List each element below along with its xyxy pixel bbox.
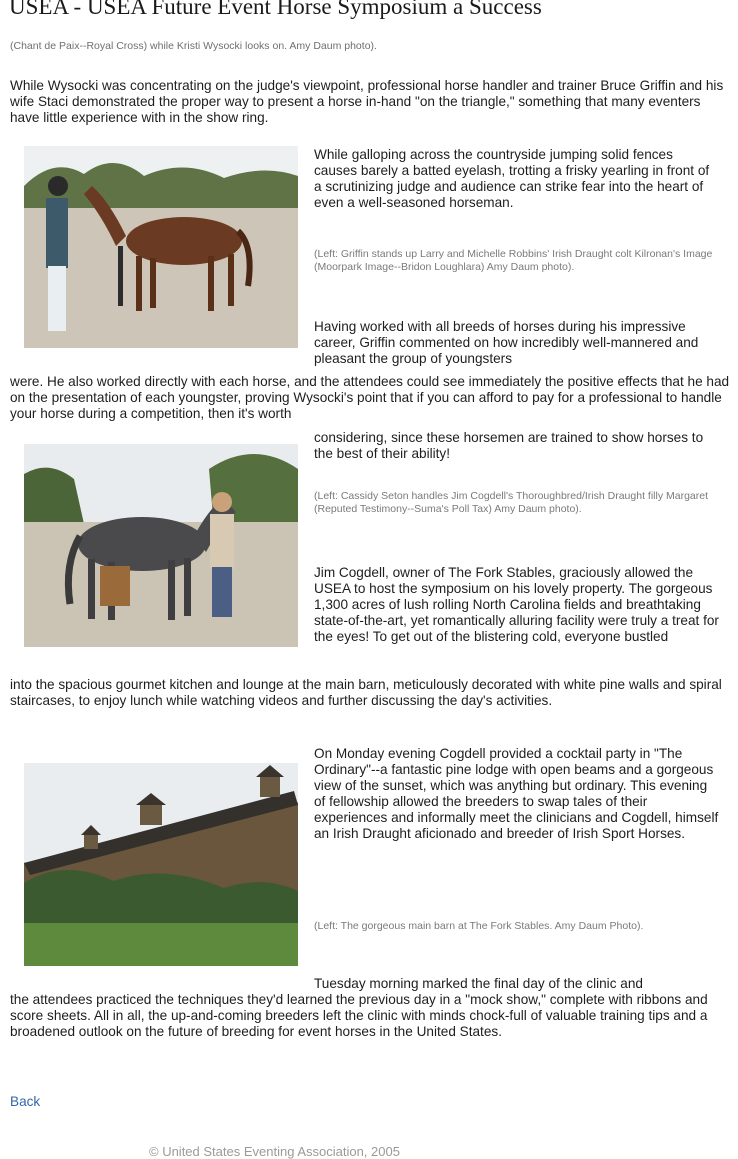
paragraph-tuesday-side: Tuesday morning marked the final day of the clinic and	[314, 976, 643, 991]
photo-caption-top: (Chant de Paix--Royal Cross) while Kristi Wysocki looks on. Amy Daum photo).	[10, 40, 377, 52]
photo-caption-barn: (Left: The gorgeous main barn at The Fork Stables. Amy Daum Photo).	[314, 920, 644, 932]
photo-caption-cassidy: (Left: Cassidy Seton handles Jim Cogdell's Thoroughbred/Irish Draught filly Margaret (Reputed Testimony--Suma's Poll Tax) Amy Daum photo).	[314, 490, 709, 515]
page-title: USEA - USEA Future Event Horse Symposium a Success	[9, 0, 542, 19]
horse-handler-photo	[24, 146, 298, 348]
footer-copyright: © United States Eventing Association, 2005	[149, 1144, 400, 1159]
back-link[interactable]: Back	[10, 1094, 41, 1109]
grey-filly-photo	[24, 444, 298, 647]
paragraph-griffin-end: considering, since these horsemen are trained to show horses to the best of their ability!	[314, 430, 704, 461]
paragraph-tuesday-full: the attendees practiced the techniques they'd learned the previous day in a "mock show," complete with ribbons and score sheets. All in all, the up-and-coming breeders left the clinic with minds chock-full of valuable training tips and a broadened outlook on the future of breeding for event horses in the United States.	[10, 992, 708, 1039]
paragraph-griffin-full: were. He also worked directly with each horse, and the attendees could see immediately the positive effects that he had on the presentation of each youngster, proving Wysocki's point that if you can afford to pay for a professional to handle your horse during a competition, then it's worth	[10, 374, 730, 421]
paragraph-monday-evening: On Monday evening Cogdell provided a cocktail party in "The Ordinary"--a fantastic pine lodge with open beams and a gorgeous view of the sunset, which was anything but ordinary. This evening of fellowship allowed the breeders to swap tales of their experiences and informally meet the clinicians and Cogdell, himself an Irish Draught aficionado and breeder of Irish Sport Horses.	[314, 746, 719, 841]
main-barn-photo	[24, 763, 298, 966]
paragraph-cogdell-full: into the spacious gourmet kitchen and lounge at the main barn, meticulously decorated with white pine walls and spiral staircases, to enjoy lunch while watching videos and further discussing the day's activities.	[10, 677, 722, 708]
photo-caption-griffin: (Left: Griffin stands up Larry and Michelle Robbins' Irish Draught colt Kilronan's Image (Moorpark Image--Bridon Loughlara) Amy Daum photo).	[314, 248, 713, 273]
paragraph-intro: While Wysocki was concentrating on the judge's viewpoint, professional horse handler and trainer Bruce Griffin and his wife Staci demonstrated the proper way to present a horse in-hand "on the triangle," something that many eventers have little experience with in the show ring.	[10, 78, 724, 125]
paragraph-cogdell-side: Jim Cogdell, owner of The Fork Stables, graciously allowed the USEA to host the symposium on his lovely property. The gorgeous 1,300 acres of lush rolling North Carolina fields and breathtaking state-of-the-art, yet romantically alluring facility were truly a treat for the eyes! To get out of the blistering cold, everyone bustled	[314, 565, 719, 644]
paragraph-griffin-side: Having worked with all breeds of horses during his impressive career, Griffin commented on how incredibly well-mannered and pleasant the group of youngsters	[314, 319, 699, 366]
paragraph-galloping: While galloping across the countryside jumping solid fences causes barely a batted eyelash, trotting a frisky yearling in front of a scrutinizing judge and audience can strike fear into the heart of even a well-seasoned horseman.	[314, 147, 710, 210]
